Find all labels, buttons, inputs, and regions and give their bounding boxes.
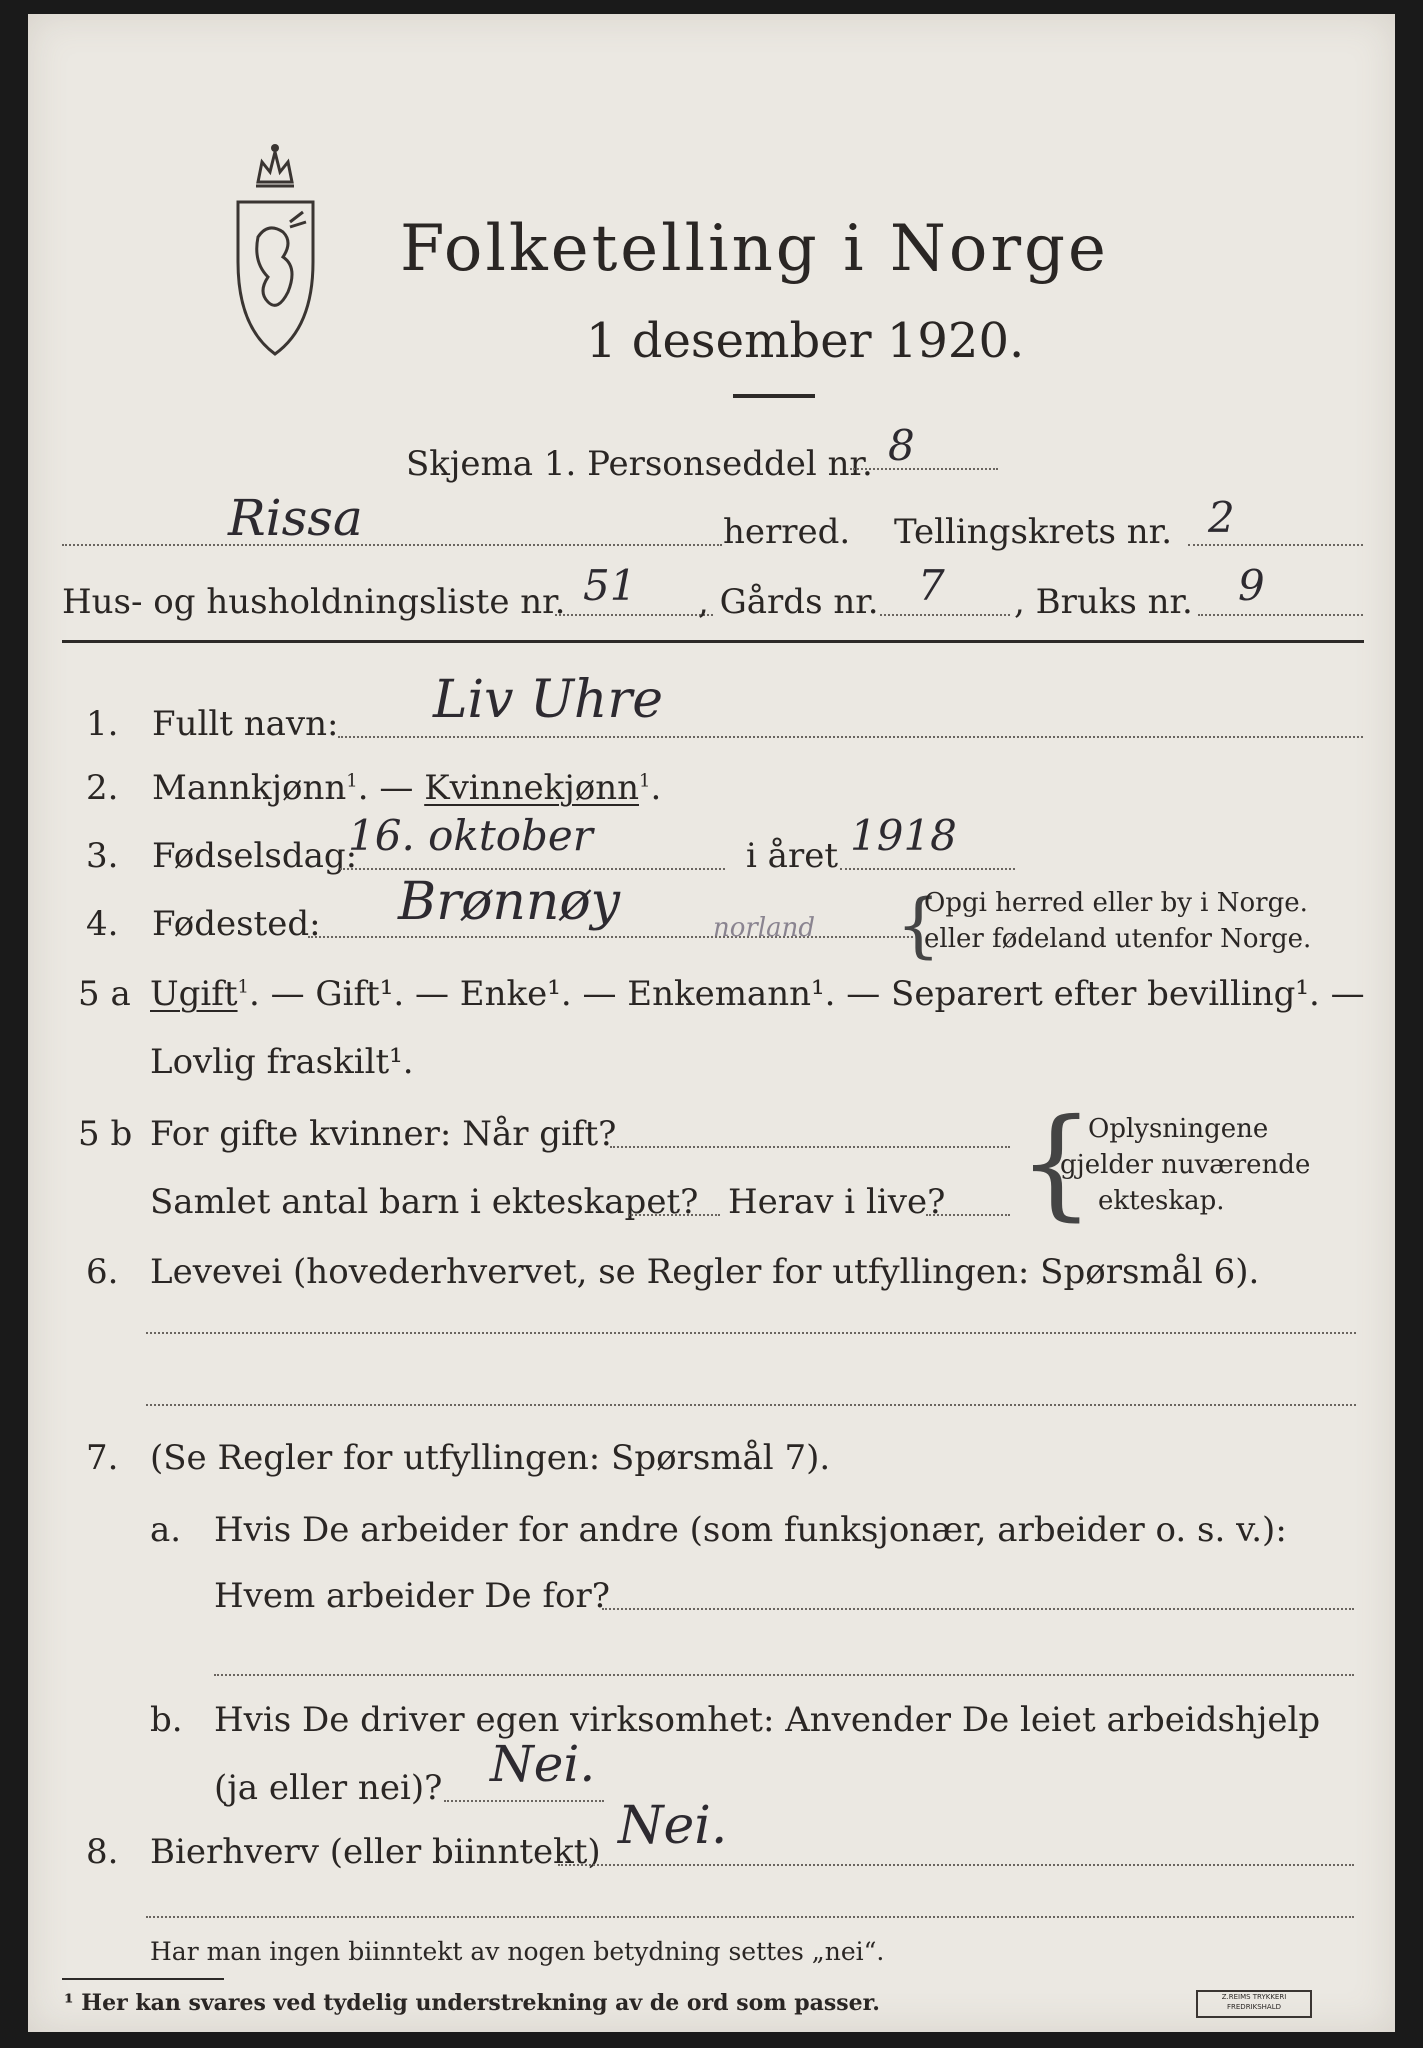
page-title: Folketelling i Norge [400, 212, 1109, 286]
q7a-label: Hvis De arbeider for andre (som funksjonær, arbeider o. s. v.): [214, 1510, 1287, 1550]
q7a-number: a. [150, 1510, 182, 1550]
q5b-number: 5 b [78, 1114, 133, 1154]
census-form-page [28, 14, 1395, 2032]
q4-note-brace: { [896, 884, 941, 966]
q5b-children-field-line [628, 1214, 720, 1216]
gards-label: , Gårds nr. [698, 582, 879, 622]
q6-number: 6. [86, 1252, 119, 1292]
q7-label: (Se Regler for utfyllingen: Spørsmål 7). [150, 1438, 831, 1478]
footnote-rule [62, 1978, 224, 1980]
q8-number: 8. [86, 1832, 119, 1872]
q3-number: 3. [86, 836, 119, 876]
q6-label: Levevei (hovederhvervet, se Regler for utfyllingen: Spørsmål 6). [150, 1252, 1260, 1292]
tellingskrets-value: 2 [1208, 493, 1235, 542]
q4-number: 4. [86, 904, 119, 944]
q3-value: 16. oktober [348, 811, 593, 860]
q7a-employer-field-line [602, 1608, 1354, 1610]
q2-number: 2. [86, 768, 119, 808]
gards-field-line [880, 614, 1010, 616]
q5b-married-field-line [610, 1146, 1010, 1148]
q3-label: Fødselsdag: [152, 836, 358, 876]
herred-field-line [62, 544, 722, 546]
q5b-note-brace: { [1018, 1094, 1095, 1233]
q5b-alive-field-line [926, 1214, 1010, 1216]
schema-value: 8 [888, 421, 915, 470]
title-divider [733, 394, 815, 398]
q5b-label-alive: Herav i live? [728, 1182, 946, 1222]
hus-label: Hus- og husholdningsliste nr. [62, 582, 566, 622]
census-date: 1 desember 1920. [586, 313, 1025, 369]
q2-separator: . — [357, 768, 425, 808]
q4-field-line [308, 936, 913, 938]
bruks-field-line [1198, 614, 1363, 616]
q5b-note-line-3: ekteskap. [1098, 1186, 1225, 1216]
q7a-employer-field-line-2 [214, 1674, 1354, 1676]
q8-label: Bierhverv (eller biinntekt) [150, 1832, 601, 1872]
q1-value: Liv Uhre [433, 670, 664, 730]
q5a-options: Ugift$^1$. — Gift¹. — Enke¹. — Enkemann¹. — Separert efter bevilling¹. — [150, 974, 1365, 1014]
q4-note-line-2: eller fødeland utenfor Norge. [924, 924, 1312, 954]
schema-field-line [850, 468, 998, 470]
gards-value: 7 [918, 561, 945, 610]
footnote: ¹ Her kan svares ved tydelig understrekning av de ord som passer. [64, 1990, 880, 2016]
q3-year-label: i året [746, 836, 838, 876]
hus-field-line [555, 614, 713, 616]
q5a-other-options: . — Gift¹. — Enke¹. — Enkemann¹. — Separert efter bevilling¹. — [249, 974, 1365, 1014]
q5a-option-ugift: Ugift [150, 974, 238, 1014]
q8-field-line-2 [146, 1916, 1354, 1918]
header-separator [62, 640, 1364, 643]
q1-number: 1. [86, 704, 119, 744]
q4-value-region: norland [713, 913, 816, 943]
schema-label: Skjema 1. Personseddel nr. [406, 444, 873, 484]
herred-value: Rissa [228, 489, 363, 547]
q2-option-male: Mannkjønn [152, 768, 347, 808]
q1-field-line [338, 736, 1363, 738]
footer-note: Har man ingen biinntekt av nogen betydning settes „nei“. [150, 1937, 885, 1966]
q6-field-line-2 [146, 1404, 1356, 1406]
q7b-field-line [444, 1800, 604, 1802]
herred-label: herred. [723, 512, 851, 552]
q3-field-line [340, 868, 725, 870]
q7-number: 7. [86, 1438, 119, 1478]
q5a-number: 5 a [78, 974, 131, 1014]
bruks-value: 9 [1238, 561, 1265, 610]
q8-field-line [558, 1864, 1354, 1866]
q5b-label-children: Samlet antal barn i ekteskapet? [150, 1182, 699, 1222]
q4-value: Brønnøy [398, 872, 621, 932]
tellingskrets-field-line [1188, 544, 1363, 546]
bruks-label: , Bruks nr. [1014, 582, 1193, 622]
q7a-label-employer: Hvem arbeider De for? [214, 1576, 610, 1616]
q7b-label: Hvis De driver egen virksomhet: Anvender De leiet arbeidshjelp [214, 1700, 1321, 1740]
q5b-note-line-1: Oplysningene [1088, 1114, 1269, 1144]
printer-city: FREDRIKSHALD [1226, 2003, 1281, 2011]
q1-label: Fullt navn: [152, 704, 339, 744]
q6-field-line-1 [146, 1332, 1356, 1334]
hus-value: 51 [583, 561, 637, 610]
q8-value: Nei. [618, 1796, 728, 1856]
q4-note-line-1: Opgi herred eller by i Norge. [924, 888, 1308, 918]
q5b-note-line-2: gjelder nuværende [1060, 1150, 1311, 1180]
q3-year-field-line [840, 868, 1015, 870]
q5b-label-married: For gifte kvinner: Når gift? [150, 1114, 617, 1154]
q5a-option-fraskilt: Lovlig fraskilt¹. [150, 1042, 414, 1082]
q7b-value: Nei. [490, 1735, 596, 1793]
printer-stamp [1196, 1990, 1312, 2018]
coat-of-arms-emblem [228, 142, 323, 364]
q7b-label-yesno: (ja eller nei)? [214, 1768, 443, 1808]
q2-options: Mannkjønn$^1$. — Kvinnekjønn$^1$. [152, 768, 662, 808]
q7b-number: b. [150, 1700, 183, 1740]
q2-option-female: Kvinnekjønn [424, 768, 639, 808]
tellingskrets-label: Tellingskrets nr. [894, 512, 1173, 552]
printer-name: Z.REIMS TRYKKERI [1221, 1993, 1287, 2001]
q4-label: Fødested: [152, 904, 321, 944]
q3-year-value: 1918 [850, 811, 957, 860]
